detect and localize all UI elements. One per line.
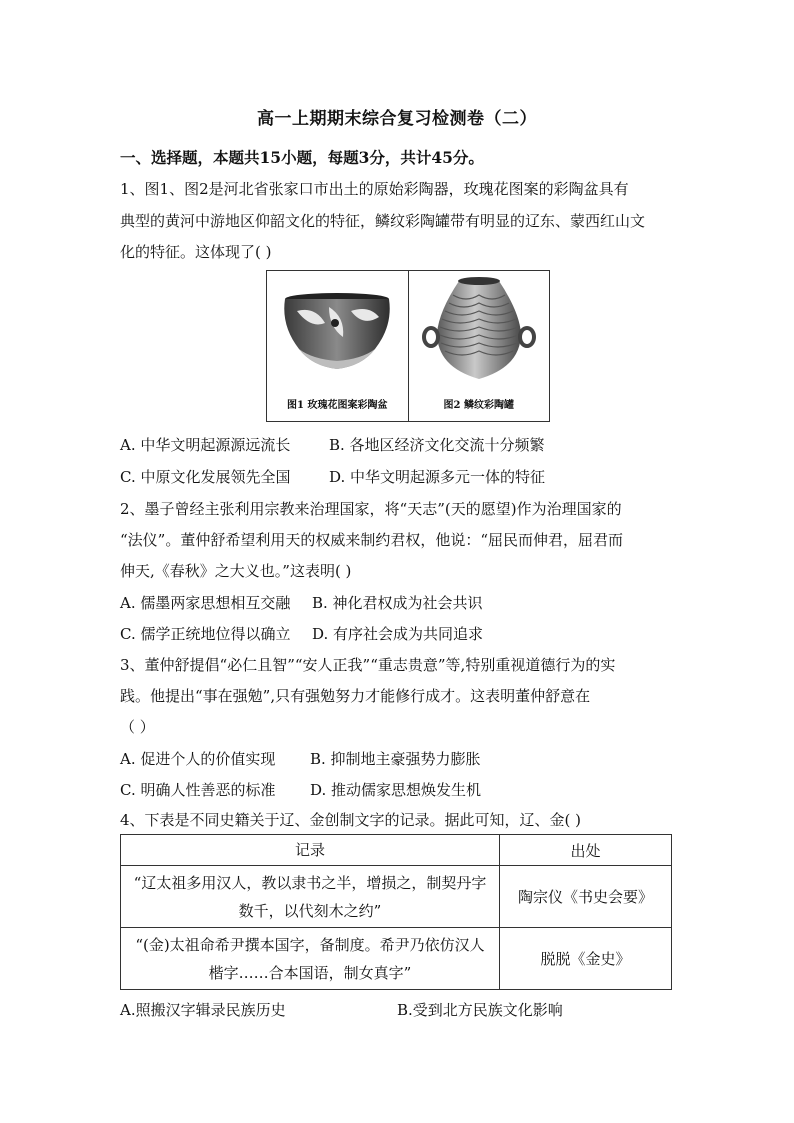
figure-2-pane [408, 271, 550, 421]
q1-line-2: 典型的黄河中游地区仰韶文化的特征，鳞纹彩陶罐带有明显的辽东、蒙西红山文 [120, 212, 646, 230]
q2-options-row-2 [120, 623, 483, 644]
q1-option-b[interactable]: B. 各地区经济文化交流十分频繁 [329, 436, 545, 454]
q3-options-row-2 [120, 779, 481, 800]
section-heading: 一、选择题，本题共15小题，每题3分，共计45分。 [120, 148, 484, 167]
page-title: 高一上期期末综合复习检测卷（二） [257, 109, 537, 129]
q1-line-1: 1、图1、图2是河北省张家口市出土的原始彩陶器，玫瑰花图案的彩陶盆具有 [120, 180, 629, 198]
q4-line-1: 4、下表是不同史籍关于辽、金创制文字的记录。据此可知，辽、金( ) [120, 811, 582, 829]
q2-option-b[interactable]: B. 神化君权成为社会共识 [312, 594, 483, 612]
q3-options-row-1 [120, 748, 481, 769]
q4-option-a[interactable]: A.照搬汉字辑录民族历史 [120, 1001, 286, 1019]
record-cell [121, 928, 500, 990]
q1-option-a[interactable]: A. 中华文明起源源远流长 [120, 436, 291, 454]
q2-option-c[interactable]: C. 儒学正统地位得以确立 [120, 625, 291, 643]
table-row [121, 928, 672, 990]
record-line: “(金)太祖命希尹撰本国字，备制度。希尹乃依仿汉人 [135, 935, 485, 954]
q3-option-a[interactable]: A. 促进个人的价值实现 [120, 750, 276, 768]
painted-pottery-basin-image [267, 271, 408, 391]
q2-line-2: “法仪”。董仲舒希望利用天的权威来制约君权，他说：“屈民而伸君，屈君而 [120, 531, 624, 549]
q1-option-d[interactable]: D. 中华文明起源多元一体的特征 [329, 468, 546, 486]
figure-1-caption: 图1 玫瑰花图案彩陶盆 [287, 400, 388, 411]
q1-figure [266, 270, 550, 422]
q2-option-a[interactable]: A. 儒墨两家思想相互交融 [120, 594, 291, 612]
source-cell: 陶宗仪《书史会要》 [500, 866, 672, 928]
q3-option-c[interactable]: C. 明确人性善恶的标准 [120, 781, 276, 799]
records-table [120, 834, 672, 990]
table-row [121, 866, 672, 928]
record-line: 数千，以代刻木之约” [238, 901, 382, 920]
q3-line-3: （ ） [120, 718, 155, 736]
q3-option-d[interactable]: D. 推动儒家思想焕发生机 [310, 781, 482, 799]
q2-line-3: 伸天,《春秋》之大义也。”这表明( ) [120, 562, 352, 580]
q1-option-c[interactable]: C. 中原文化发展领先全国 [120, 468, 291, 486]
record-line: “辽太祖多用汉人，教以隶书之半，增损之，制契丹字 [133, 873, 487, 892]
figure-2-caption: 图2 鳞纹彩陶罐 [443, 400, 514, 411]
q1-options-row-2 [120, 466, 545, 487]
q4-options-row-1 [120, 999, 563, 1020]
q4-option-b[interactable]: B.受到北方民族文化影响 [397, 1001, 563, 1019]
scale-pattern-jar-image [409, 271, 550, 391]
q2-line-1: 2、墨子曾经主张利用宗教来治理国家，将“天志”(天的愿望)作为治理国家的 [120, 500, 622, 518]
record-cell [121, 866, 500, 928]
q3-option-b[interactable]: B. 抑制地主豪强势力膨胀 [310, 750, 481, 768]
q2-options-row-1 [120, 592, 483, 613]
q3-line-1: 3、董仲舒提倡“必仁且智”“安人正我”“重志贵意”等,特别重视道德行为的实 [120, 656, 616, 674]
q1-options-row-1 [120, 434, 545, 455]
figure-1-pane [267, 271, 408, 421]
q2-option-d[interactable]: D. 有序社会成为共同追求 [312, 625, 484, 643]
table-header-row [121, 835, 672, 866]
header-record: 记录 [121, 835, 500, 866]
q1-line-3: 化的特征。这体现了( ) [120, 243, 272, 261]
source-cell: 脱脱《金史》 [500, 928, 672, 990]
q3-line-2: 践。他提出“事在强勉”,只有强勉努力才能修行成才。这表明董仲舒意在 [120, 687, 591, 705]
header-source: 出处 [500, 835, 672, 866]
record-line: 楷字……合本国语，制女真字” [208, 963, 412, 982]
